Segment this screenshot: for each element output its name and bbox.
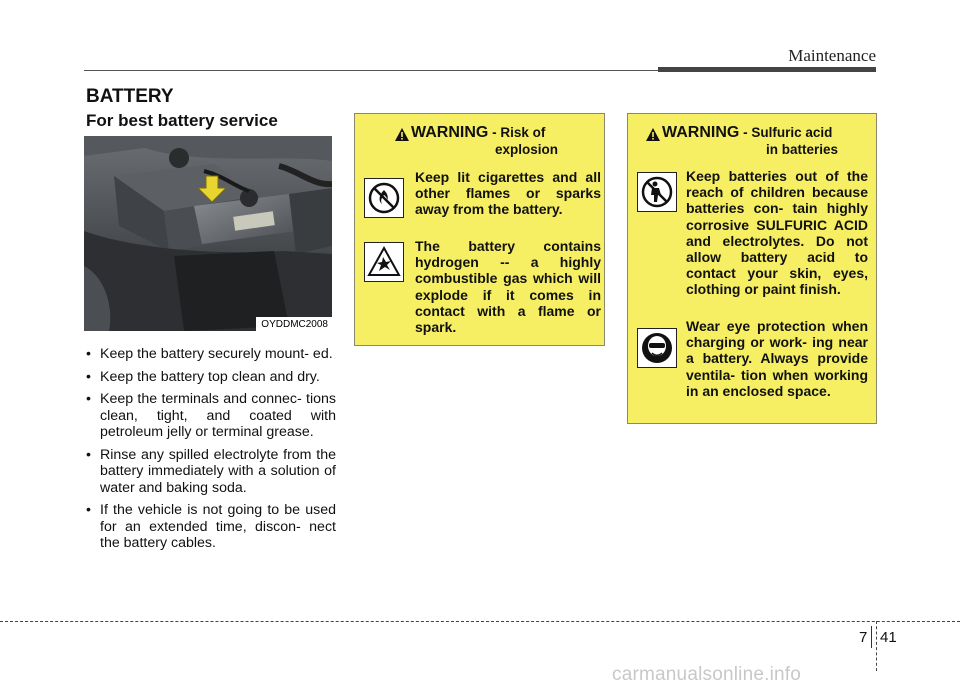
photo-code-label: OYDDMC2008 — [256, 317, 332, 331]
list-item: • Keep the battery top clean and dry. — [86, 369, 336, 386]
warning-text-hydrogen: The battery contains hydrogen -- a highly combustible gas which will explode if it comes in contact with a flame or spark. — [415, 238, 601, 336]
header-bar — [658, 67, 876, 72]
warning-subject: - Sulfuric acid — [739, 125, 833, 140]
footer-rule — [0, 621, 960, 622]
explosion-icon — [364, 242, 404, 282]
warning-subject: - Risk of — [488, 125, 546, 140]
keep-away-children-icon — [637, 172, 677, 212]
warning-word: WARNING — [662, 124, 740, 141]
battery-illustration — [84, 136, 332, 331]
page-number: 41 — [880, 629, 897, 646]
warning-triangle-icon — [646, 128, 660, 141]
warning-heading — [662, 124, 868, 157]
battery-tips-list — [86, 346, 336, 558]
warning-word: WARNING — [411, 124, 489, 141]
footer-vertical-rule — [876, 621, 877, 671]
list-item: • Rinse any spilled electrolyte from the battery immediately with a solution of water and baking soda. — [86, 447, 336, 497]
no-flame-icon — [364, 178, 404, 218]
eye-protection-icon — [637, 328, 677, 368]
warning-subject-line2: in batteries — [766, 142, 839, 157]
warning-text-children: Keep batteries out of the reach of children because batteries con- tain highly corrosive SULFURIC ACID and electrolytes. Do not allow battery acid to contact your skin, eyes, clothing or paint finish. — [686, 168, 868, 298]
running-header-title: Maintenance — [788, 46, 876, 65]
battery-photo — [84, 136, 332, 331]
section-title: BATTERY — [86, 86, 174, 107]
chapter-number: 7 — [859, 629, 868, 646]
warning-triangle-icon — [395, 128, 409, 141]
warning-heading — [411, 124, 596, 157]
list-item: • If the vehicle is not going to be used for an extended time, discon- nect the battery cables. — [86, 502, 336, 552]
page-number-divider — [871, 626, 872, 648]
warning-text-flames: Keep lit cigarettes and all other flames or sparks away from the battery. — [415, 169, 601, 218]
header-rule — [84, 70, 658, 71]
warning-box-explosion — [354, 113, 605, 346]
list-item: • Keep the terminals and connec- tions clean, tight, and coated with petroleum jelly or terminal grease. — [86, 391, 336, 441]
list-item: • Keep the battery securely mount- ed. — [86, 346, 336, 363]
warning-box-sulfuric-acid — [627, 113, 877, 424]
site-watermark: carmanualsonline.info — [612, 664, 802, 685]
section-subtitle: For best battery service — [86, 111, 278, 130]
warning-subject-line2: explosion — [495, 142, 559, 157]
warning-text-eye-protection: Wear eye protection when charging or work- ing near a battery. Always provide ventila- tion when working in an enclosed space. — [686, 318, 868, 399]
